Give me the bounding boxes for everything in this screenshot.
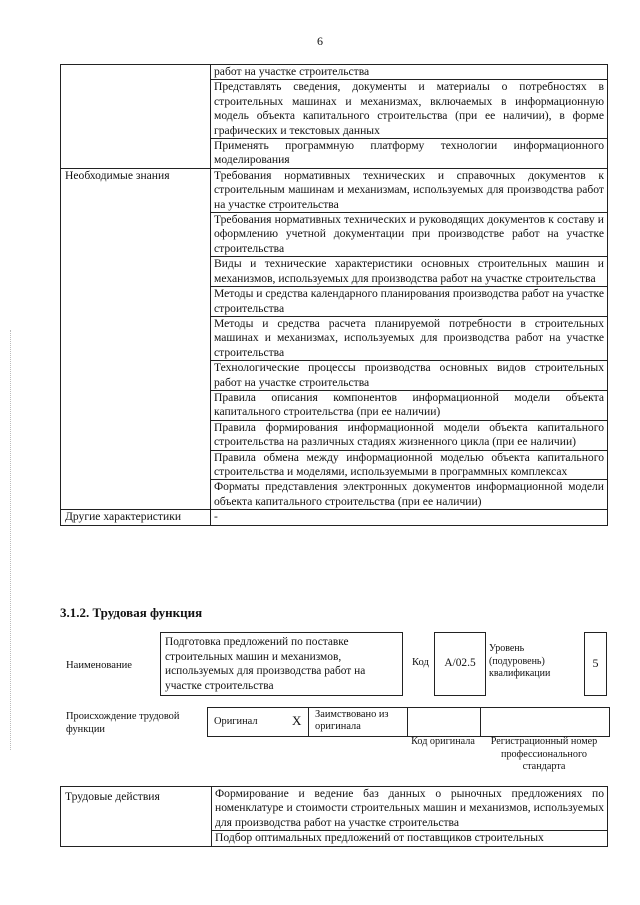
labor-action-item: Подбор оптимальных предложений от поставщиков строительных xyxy=(212,831,608,846)
name-box xyxy=(160,632,403,696)
code-original-caption: Код оригинала xyxy=(411,736,475,747)
qualification-level-label: Уровень (подуровень) квалификации xyxy=(489,643,551,679)
scan-margin-marks xyxy=(10,330,12,750)
labor-actions-label: Трудовые действия xyxy=(61,787,212,847)
section-title: 3.1.2. Трудовая функция xyxy=(60,605,203,620)
knowledge-item: Методы и средства календарного планирования производства работ на участке строительства xyxy=(211,287,608,317)
other-characteristics-value: - xyxy=(211,510,608,525)
borrowed-label: Заимствовано из оригинала xyxy=(315,709,389,732)
reg-number-caption: Регистрационный номер профессионального стандарта xyxy=(490,736,598,772)
original-label: Оригинал xyxy=(214,716,258,727)
code-value: А/02.5 xyxy=(444,657,476,669)
knowledge-item: Правила описания компонентов информационной модели объекта капитального строительства (при ее наличии) xyxy=(211,390,608,420)
skill-item: Представлять сведения, документы и материалы о потребностях в строительных машинах и механизмах, включаемых в информационную модель объекта капитального строительства (при ее наличии), в форме графических и текстовых данных xyxy=(211,80,608,139)
skill-item: Применять программную платформу технологии информационного моделирования xyxy=(211,139,608,169)
empty-label-cell xyxy=(61,65,211,169)
knowledge-item: Виды и технические характеристики основных строительных машин и механизмов, используемых для производства работ на участке строительства xyxy=(211,257,608,287)
knowledge-item: Технологические процессы производства основных видов строительных работ на участке строительства xyxy=(211,361,608,391)
knowledge-item: Методы и средства расчета планируемой потребности в строительных машинах и механизмах, используемых для производства работ на участке строительства xyxy=(211,316,608,360)
table-row xyxy=(61,168,608,212)
table-row xyxy=(61,787,608,831)
knowledge-label: Необходимые знания xyxy=(61,168,211,509)
page-number: 6 xyxy=(317,34,323,48)
function-name: Подготовка предложений по поставке строительных машин и механизмов, используемых для производства работ на участке строительства xyxy=(165,636,366,692)
knowledge-item: Правила формирования информационной модели объекта капитального строительства на различных стадиях жизненного цикла (при ее наличии) xyxy=(211,420,608,450)
code-label: Код xyxy=(412,657,429,668)
other-characteristics-label: Другие характеристики xyxy=(61,510,211,525)
table-row xyxy=(61,65,608,80)
knowledge-item: Правила обмена между информационной моделью объекта капитального строительства и моделями, используемыми в программных комплексах xyxy=(211,450,608,480)
skills-knowledge-table xyxy=(60,64,608,526)
labor-action-item: Формирование и ведение баз данных о рыночных предложениях по номенклатуре и стоимости строительных машин и механизмов, используемых для производства работ на участке строительства xyxy=(212,787,608,831)
table-row xyxy=(61,510,608,525)
knowledge-item: Форматы представления электронных документов информационной модели объекта капитального строительства (при ее наличии) xyxy=(211,480,608,510)
name-label: Наименование xyxy=(66,660,132,671)
code-original-box xyxy=(407,707,481,737)
reg-number-box xyxy=(480,707,610,737)
origin-label: Происхождение трудовой функции xyxy=(66,711,180,735)
level-box xyxy=(584,632,607,696)
knowledge-item: Требования нормативных технических и справочных документов к строительным машинам и механизмам, используемых для производства работ на участке строительства xyxy=(211,168,608,212)
borrowed-box xyxy=(308,707,408,737)
original-box xyxy=(207,707,309,737)
code-box xyxy=(434,632,486,696)
level-value: 5 xyxy=(592,656,599,670)
skill-item: работ на участке строительства xyxy=(211,65,608,80)
knowledge-item: Требования нормативных технических и руководящих документов к составу и оформлению учетной документации при производстве работ на участке строительства xyxy=(211,213,608,257)
labor-actions-table xyxy=(60,786,608,847)
original-mark: Х xyxy=(292,713,302,728)
